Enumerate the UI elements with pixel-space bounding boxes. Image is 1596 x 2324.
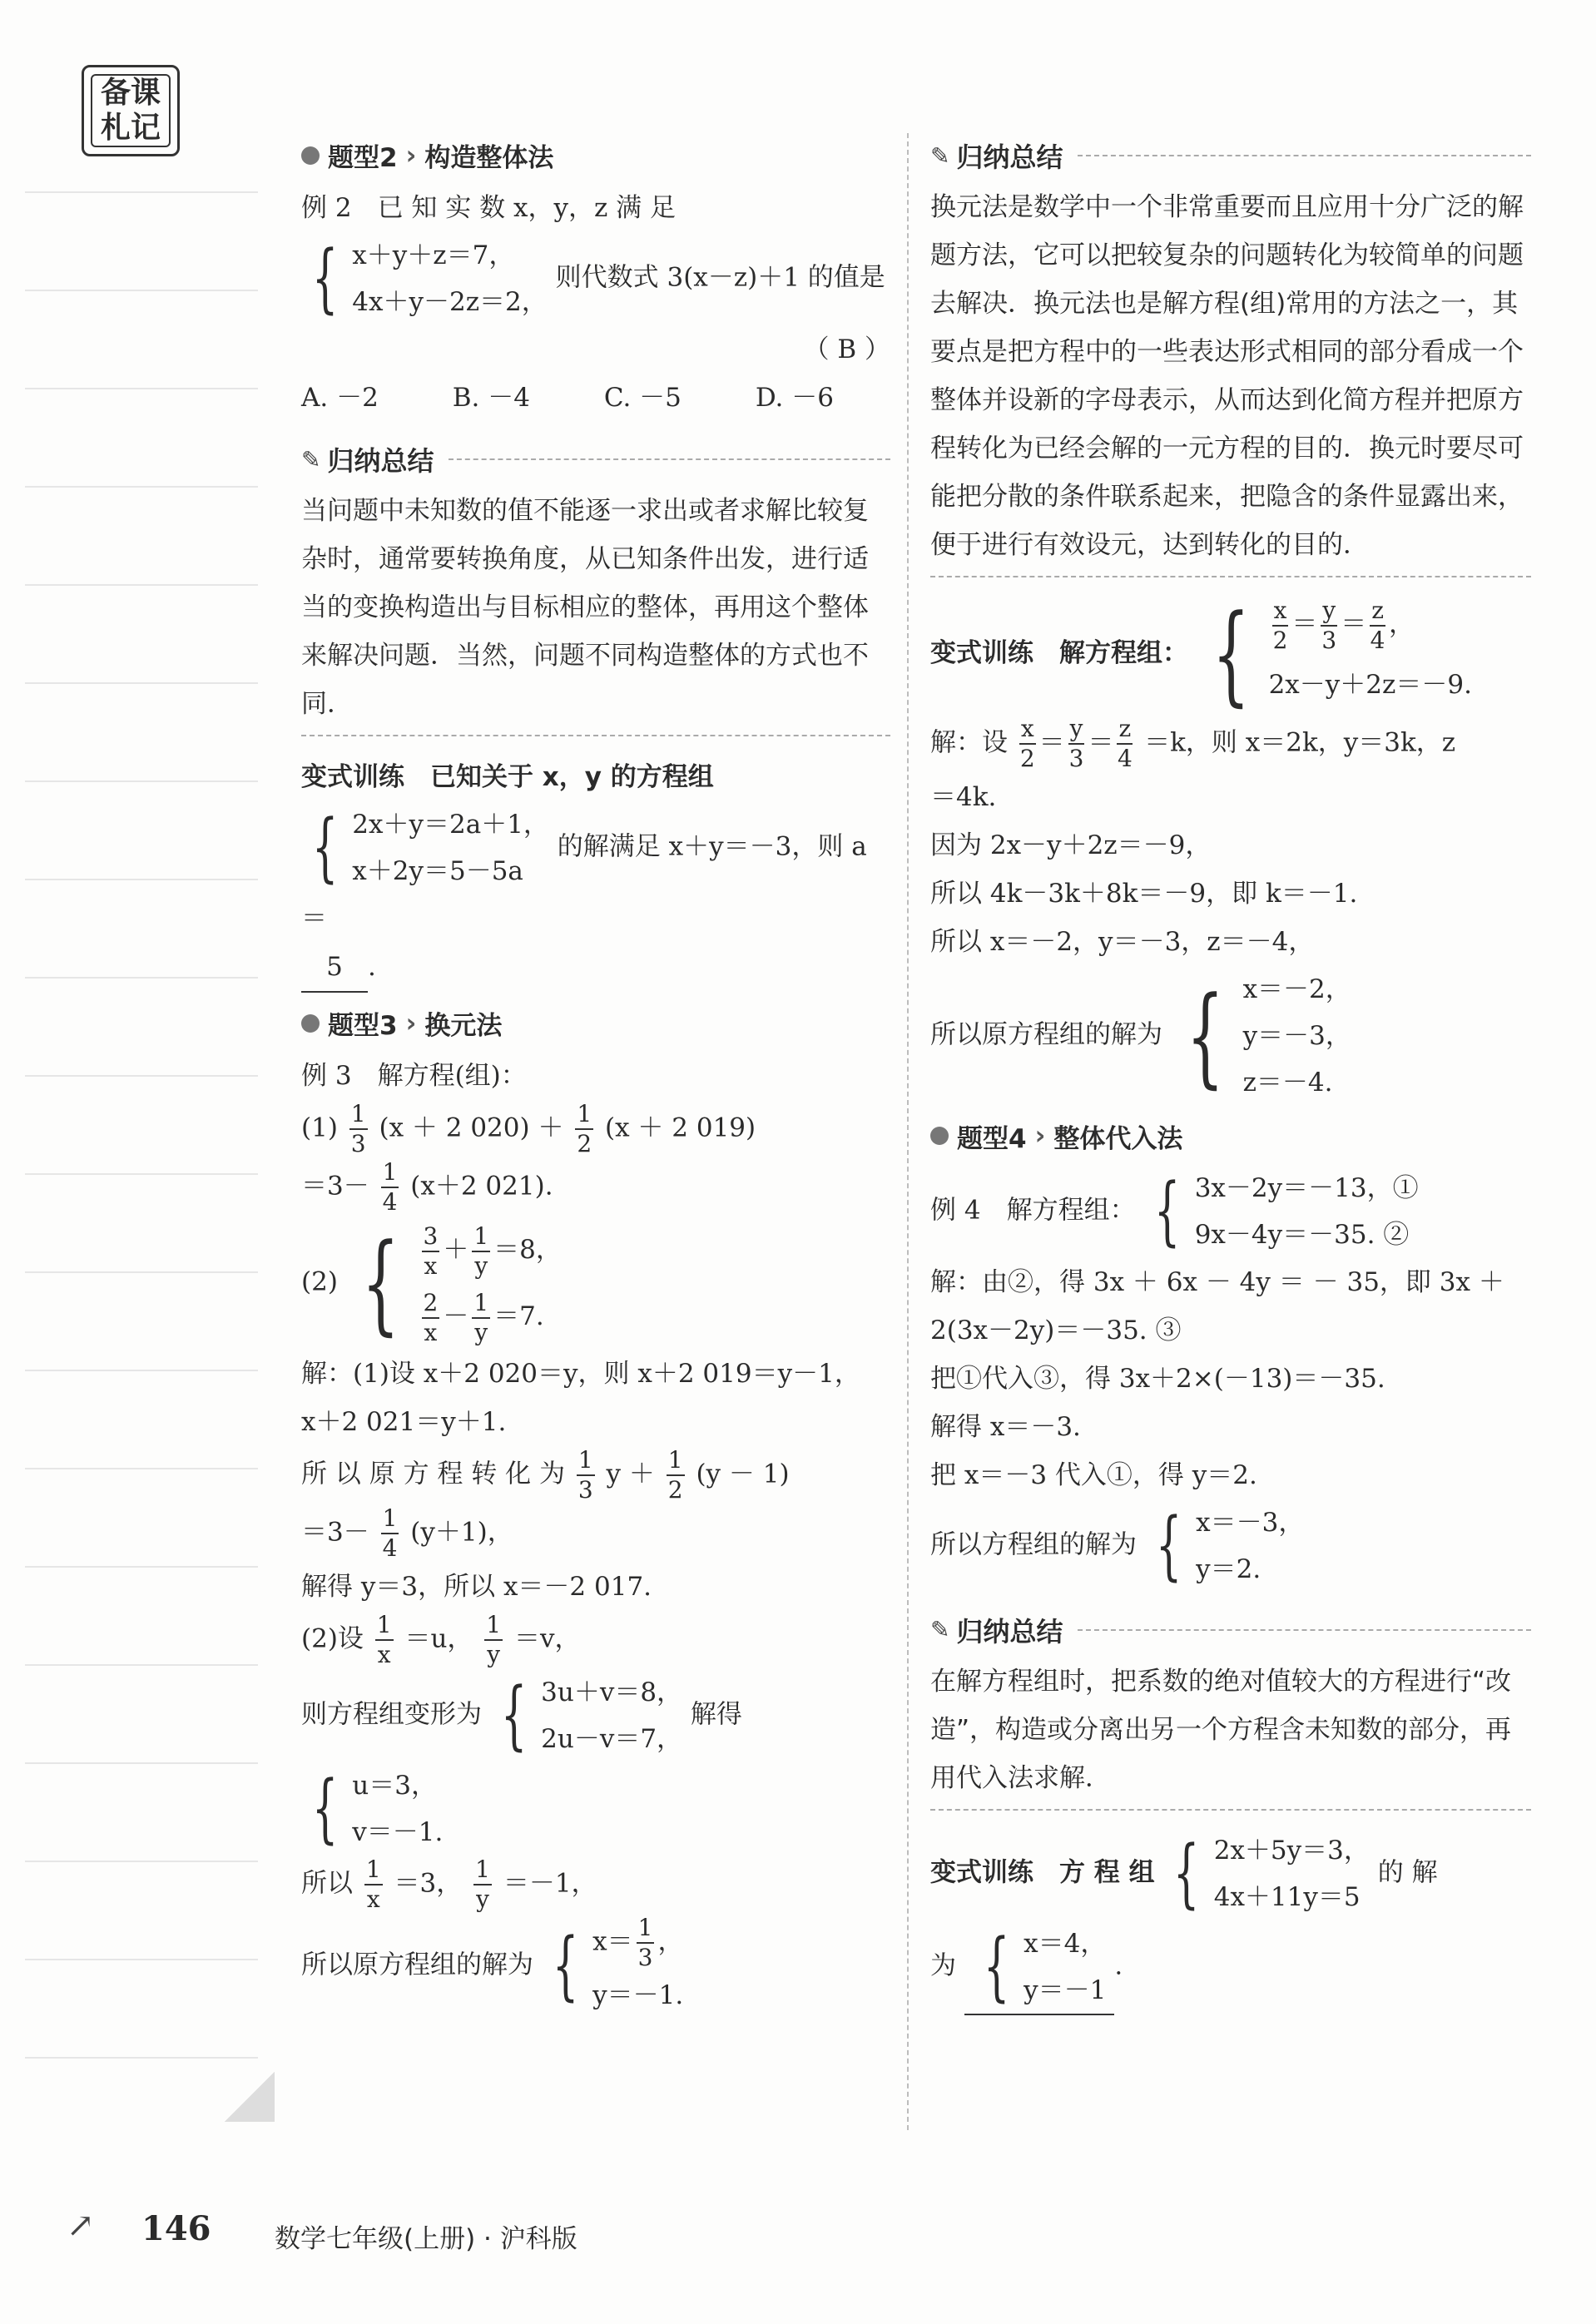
brace-icon: {	[552, 1922, 579, 2009]
drill1-system	[301, 801, 890, 943]
solution-line	[930, 1499, 1531, 1593]
example2-tail: 则代数式 3(x－z)＋1 的值是	[555, 262, 885, 293]
summary1-title	[301, 440, 890, 478]
example3-part1-cont	[301, 1158, 890, 1217]
expr: 则方程组变形为	[301, 1699, 482, 1730]
options	[301, 374, 834, 422]
example3-part2	[301, 1217, 890, 1350]
fraction: $\frac{1}{3}$	[577, 1446, 593, 1504]
badge-char: 课	[131, 76, 161, 110]
fraction: $\frac{1}{x}$	[365, 1856, 381, 1913]
op: ＝8，	[493, 1235, 562, 1265]
drill3-block	[930, 1827, 1531, 1920]
solution-line	[301, 1446, 890, 1504]
solution-line: 解：(1)设 x＋2 020＝y，则 x＋2 019＝y－1，	[301, 1359, 860, 1389]
column-divider	[907, 133, 909, 2130]
expr: (x＋2 021).	[410, 1171, 553, 1202]
right-column	[930, 125, 1531, 2015]
drill3-answer-line: 为 { x＝4， y＝－1 .	[930, 1920, 1531, 2015]
expr: ＝3，	[394, 1868, 463, 1899]
solution-line: 把①代入③，得 3x＋2×(－13)＝－35.	[930, 1363, 1385, 1394]
solution-line: x＋2 021＝y＋1.	[301, 1407, 507, 1437]
summary-title-text: 归纳总结	[956, 1615, 1063, 1648]
solution-line	[301, 1856, 890, 1914]
fraction: $\frac{1}{2}$	[577, 1100, 592, 1157]
drill1-answer-line: 5 .	[301, 943, 890, 993]
equation: x＝4，	[1024, 1928, 1107, 1959]
left-column	[301, 125, 890, 2019]
solution-line	[301, 1914, 890, 2019]
equation: 2x＋5y＝3，	[1213, 1835, 1370, 1866]
summary2-title	[930, 136, 1531, 175]
brace-icon: {	[1154, 1167, 1181, 1255]
notes-badge	[82, 65, 180, 156]
drill2-block	[930, 591, 1531, 718]
equation: 3x－2y＝－13，①	[1194, 1172, 1419, 1203]
brace-icon: {	[311, 235, 339, 322]
type-label: 题型3	[328, 1011, 398, 1041]
drill-lead-text: 变式训练 解方程组：	[930, 637, 1188, 668]
solution-line	[301, 1504, 890, 1563]
fraction: $\frac{1}{x}$	[376, 1611, 392, 1668]
drill3-answer	[964, 1920, 1115, 2015]
equation: y＝2.	[1196, 1553, 1261, 1584]
equation: $\frac{2}{x}$ － $\frac{1}{y}$ ＝7.	[423, 1288, 544, 1346]
margin-lines	[25, 191, 258, 2155]
op: ＝7.	[493, 1301, 544, 1331]
brace-icon: {	[1155, 1501, 1182, 1589]
example3-part1	[301, 1100, 890, 1158]
chevron-right-icon: ›	[405, 140, 417, 171]
expr: (2)设	[301, 1623, 364, 1654]
type3-heading	[301, 1004, 890, 1042]
expr: (x ＋ 2 019)	[605, 1112, 756, 1143]
fraction: $\frac{1}{3}$	[350, 1100, 366, 1157]
part-label: (1)	[301, 1112, 338, 1143]
equation: $\frac{x}{2}$ ＝ $\frac{y}{3}$ ＝ $\frac{z}{4}$ ，	[1272, 596, 1415, 654]
equation: $\frac{3}{x}$ ＋ $\frac{1}{y}$ ＝8，	[423, 1221, 562, 1280]
summary-divider	[930, 1809, 1531, 1817]
expr: ＝v，	[513, 1623, 581, 1654]
example2-answer: （ B ）	[803, 334, 890, 364]
equation: u＝3，	[352, 1771, 437, 1801]
book-title: 数学七年级(上册) · 沪科版	[275, 2224, 577, 2254]
drill1-tail: 的解满足 x＋y＝－3，则 a＝	[301, 831, 867, 934]
equation: x＋y＋z＝7，	[352, 240, 515, 270]
equation: x＝－3，	[1196, 1507, 1305, 1538]
brace-icon: {	[361, 1220, 399, 1346]
badge-char: 备	[100, 76, 131, 110]
equation: 2u－v＝7，	[541, 1724, 683, 1754]
option-b: B. －4	[452, 383, 530, 413]
bullet-icon	[301, 146, 320, 165]
chevron-right-icon: ›	[405, 1008, 417, 1038]
brace-icon: {	[311, 1765, 339, 1852]
equation: 2x－y＋2z＝－9.	[1268, 669, 1472, 700]
fraction: $\frac{1}{4}$	[382, 1504, 398, 1562]
expr: x＝	[592, 1926, 633, 1957]
brace-icon: {	[500, 1672, 528, 1759]
equation: 3u＋v＝8，	[541, 1677, 683, 1707]
solution-line	[301, 1611, 890, 1669]
part-label: (2)	[301, 1266, 338, 1297]
example4-lead	[930, 1165, 1531, 1258]
equation: v＝－1.	[352, 1817, 444, 1847]
op: ＋	[443, 1235, 469, 1265]
equation: 9x－4y＝－35. ②	[1194, 1219, 1410, 1250]
badge-char: 札	[100, 111, 131, 145]
type4-heading	[930, 1117, 1531, 1155]
equation: x＝－2，	[1242, 974, 1351, 1004]
summary3-text: 在解方程组时，把系数的绝对值较大的方程进行“改造”，构造或分离出另一个方程含未知数的部分，再用代入法求解．	[930, 1666, 1512, 1793]
solution-line: 解：设 $\frac{x}{2}$ ＝ $\frac{y}{3}$ ＝ $\frac{z}{4}$ ＝k，则 x＝2k，y＝3k，z	[930, 714, 1456, 772]
expr: ＝u，	[404, 1623, 473, 1654]
drill-lead-text: 变式训练 方 程 组	[930, 1857, 1155, 1887]
pencil-icon: ✎	[301, 445, 321, 473]
solution-line: 所以 4k－3k＋8k＝－9，即 k＝－1.	[930, 878, 1358, 909]
expr: ＝k，则 x＝2k，y＝3k，z	[1144, 727, 1456, 757]
pencil-icon: ✎	[930, 141, 950, 170]
option-c: C. －5	[603, 383, 682, 413]
brace-icon: {	[1173, 1829, 1200, 1917]
fraction: $\frac{1}{4}$	[382, 1158, 398, 1216]
solution-line: 解：由②，得 3x ＋ 6x － 4y ＝ － 35，即 3x ＋	[930, 1266, 1504, 1297]
brace-icon: {	[311, 804, 339, 891]
equation: x＋2y＝5－5a	[352, 856, 523, 886]
solution-line: 所以 x＝－2，y＝－3，z＝－4，	[930, 926, 1315, 957]
solution-line: 2(3x－2y)＝－35. ③	[930, 1315, 1182, 1345]
expr: 为	[930, 1950, 956, 1980]
bullet-icon	[301, 1014, 320, 1033]
equation: 2x＋y＝2a＋1，	[352, 810, 549, 840]
expr: 所 以 原 方 程 转 化 为	[301, 1459, 565, 1489]
expr: 所以	[301, 1868, 353, 1899]
equation: y＝－3，	[1242, 1020, 1351, 1051]
option-a: A. －2	[301, 383, 379, 413]
expr: 所以原方程组的解为	[301, 1950, 533, 1980]
equation: y＝－1.	[592, 1980, 684, 2010]
fraction: $\frac{1}{y}$	[486, 1611, 502, 1668]
type-title: 整体代入法	[1053, 1123, 1183, 1154]
equation: z＝－4.	[1242, 1067, 1333, 1098]
brace-icon: {	[1212, 591, 1250, 718]
equation: x＝ $\frac{1}{3}$ ，	[592, 1914, 684, 1971]
summary-title-text: 归纳总结	[956, 141, 1063, 173]
option-d: D. －6	[755, 383, 834, 413]
summary3-title	[930, 1611, 1531, 1649]
summary2-text: 换元法是数学中一个非常重要而且应用十分广泛的解题方法，它可以把较复杂的问题转化为较简单的问题去解决．换元法也是解方程(组)常用的方法之一，其要点是把方程中的一些表达形式相同的部分看成一个整体并设新的字母表示，从而达到化简方程并把原方程转化为已经会解的一元方程的目的．换元时要尽可能把分散的条件联系起来，把隐含的条件显露出来，便于进行有效设元，达到转化的目的．	[930, 192, 1524, 560]
expr: (y － 1)	[696, 1459, 790, 1489]
brace-icon: {	[1186, 972, 1224, 1099]
expr: 所以原方程组的解为	[930, 1019, 1162, 1049]
fraction: $\frac{1}{y}$	[475, 1856, 490, 1913]
drill1-answer: 5	[301, 943, 368, 993]
bullet-icon	[930, 1127, 949, 1145]
fraction: $\frac{1}{2}$	[667, 1446, 683, 1504]
type-title: 换元法	[424, 1011, 503, 1041]
corner-decoration	[225, 2072, 275, 2122]
op: －	[443, 1301, 469, 1331]
expr: ＝3－	[301, 1171, 369, 1202]
example3-lead: 例 3 解方程(组)：	[301, 1061, 527, 1091]
solution-line: 解得 y＝3，所以 x＝－2 017.	[301, 1572, 652, 1602]
expr: 例 4 解方程组：	[930, 1195, 1136, 1225]
expr: 解得	[690, 1699, 742, 1730]
solution-line: ＝4k.	[930, 781, 997, 812]
equation: y＝－1	[1024, 1975, 1107, 2005]
type2-heading	[301, 136, 890, 174]
summary-title-text: 归纳总结	[327, 445, 434, 477]
drill1-lead	[301, 753, 890, 801]
expr: y ＋	[606, 1459, 655, 1489]
pencil-icon: ✎	[930, 1616, 950, 1643]
corner-arrow-icon: ↗	[67, 2207, 95, 2245]
page-number: 146	[141, 2209, 211, 2248]
summary1-text: 当问题中未知数的值不能逐一求出或者求解比较复杂时，通常要转换角度，从已知条件出发，进行适当的变换构造出与目标相应的整体，再用这个整体来解决问题．当然，问题不同构造整体的方式也不同．	[301, 496, 869, 719]
expr: 所以方程组的解为	[930, 1529, 1137, 1559]
solution-line: 解得 x＝－3.	[930, 1411, 1081, 1442]
expr: 解：设	[930, 727, 1008, 757]
drill-lead-text: 变式训练 已知关于 x，y 的方程组	[301, 762, 714, 792]
summary-divider	[301, 735, 890, 743]
solution-line: 因为 2x－y＋2z＝－9，	[930, 830, 1212, 860]
expr: 的 解	[1377, 1857, 1438, 1887]
type-label: 题型4	[957, 1123, 1027, 1154]
expr: (y＋1)，	[410, 1517, 513, 1548]
expr: ＝－1，	[503, 1868, 597, 1899]
equation: 4x＋11y＝5	[1213, 1881, 1361, 1912]
expr: (x ＋ 2 020) ＋	[379, 1112, 564, 1143]
summary-divider	[930, 576, 1531, 584]
expr: ＝3－	[301, 1517, 369, 1548]
solution-line: 把 x＝－3 代入①，得 y＝2.	[930, 1459, 1257, 1490]
example2-lead: 例 2 已 知 实 数 x，y，z 满 足	[301, 193, 677, 223]
chevron-right-icon: ›	[1034, 1121, 1046, 1151]
equation: 4x＋y－2z＝2，	[352, 287, 548, 317]
type-title: 构造整体法	[424, 143, 554, 173]
type-label: 题型2	[328, 143, 398, 173]
example2-system	[301, 232, 890, 325]
solution-line	[930, 966, 1531, 1106]
brace-icon: {	[983, 1922, 1010, 2010]
badge-char: 记	[131, 111, 161, 145]
solution-line	[301, 1669, 890, 1856]
